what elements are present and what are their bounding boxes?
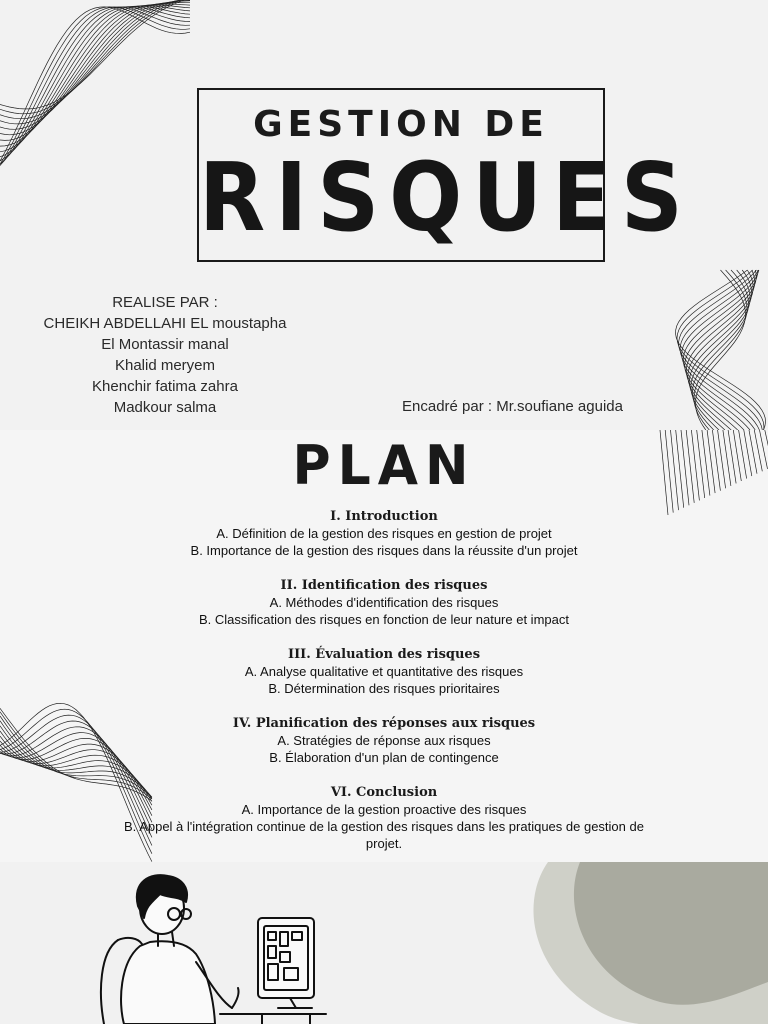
supervisor-text: Encadré par : Mr.soufiane aguida <box>402 398 623 415</box>
title-line-2: RISQUES <box>199 143 693 253</box>
author-name: Khenchir fatima zahra <box>92 378 238 395</box>
illustration-scene <box>0 862 768 1024</box>
wave-line <box>0 0 190 124</box>
wave-lines-icon <box>660 270 768 430</box>
section-heading: VI. Conclusion <box>330 785 438 800</box>
title-line-1: GESTION DE <box>253 104 549 145</box>
section-item: A. Définition de la gestion des risques en gestion de projet <box>216 526 552 541</box>
wave-line <box>0 7 190 161</box>
cover-page <box>0 0 768 430</box>
person-at-computer-icon <box>101 875 326 1024</box>
section-heading: III. Évaluation des risques <box>287 647 481 662</box>
plan-outline <box>120 508 648 862</box>
section-item: B. Importance de la gestion des risques dans la réussite d'un projet <box>190 543 578 558</box>
section-heading: IV. Planification des réponses aux risques <box>232 716 536 731</box>
section-item: B. Appel à l'intégration continue de la gestion des risques dans les pratiques de gestion de projet. <box>124 819 644 851</box>
plan-section <box>120 784 648 852</box>
wave-line <box>0 3 190 141</box>
section-item: A. Stratégies de réponse aux risques <box>277 733 491 748</box>
wave-line <box>0 6 190 161</box>
plan-section <box>120 646 648 697</box>
section-item: B. Classification des risques en fonction de leur nature et impact <box>199 612 569 627</box>
wave-lines-icon <box>0 0 200 190</box>
section-item: B. Détermination des risques prioritaires <box>268 681 500 696</box>
section-heading: I. Introduction <box>330 509 438 524</box>
authors-heading: REALISE PAR : <box>112 294 218 311</box>
plan-section <box>120 508 648 559</box>
section-heading: II. Identification des risques <box>280 578 488 593</box>
illustration-page <box>0 862 768 1024</box>
plan-page <box>0 430 768 862</box>
plan-section <box>120 715 648 766</box>
authors-block <box>20 292 310 418</box>
author-name: El Montassir manal <box>101 336 229 353</box>
title-box <box>197 88 693 262</box>
section-item: A. Analyse qualitative et quantitative des risques <box>244 664 524 679</box>
author-name: Madkour salma <box>113 399 217 416</box>
author-name: Khalid meryem <box>114 357 216 374</box>
section-item: A. Importance de la gestion proactive des risques <box>241 802 527 817</box>
wave-line <box>0 0 190 114</box>
wave-line <box>0 7 190 166</box>
wave-line <box>0 7 190 166</box>
section-item: A. Méthodes d'identification des risques <box>269 595 499 610</box>
plan-section <box>120 577 648 628</box>
section-item: B. Élaboration d'un plan de contingence <box>269 750 499 765</box>
plan-title: PLAN <box>292 434 476 498</box>
author-name: CHEIKH ABDELLAHI EL moustapha <box>43 315 287 332</box>
